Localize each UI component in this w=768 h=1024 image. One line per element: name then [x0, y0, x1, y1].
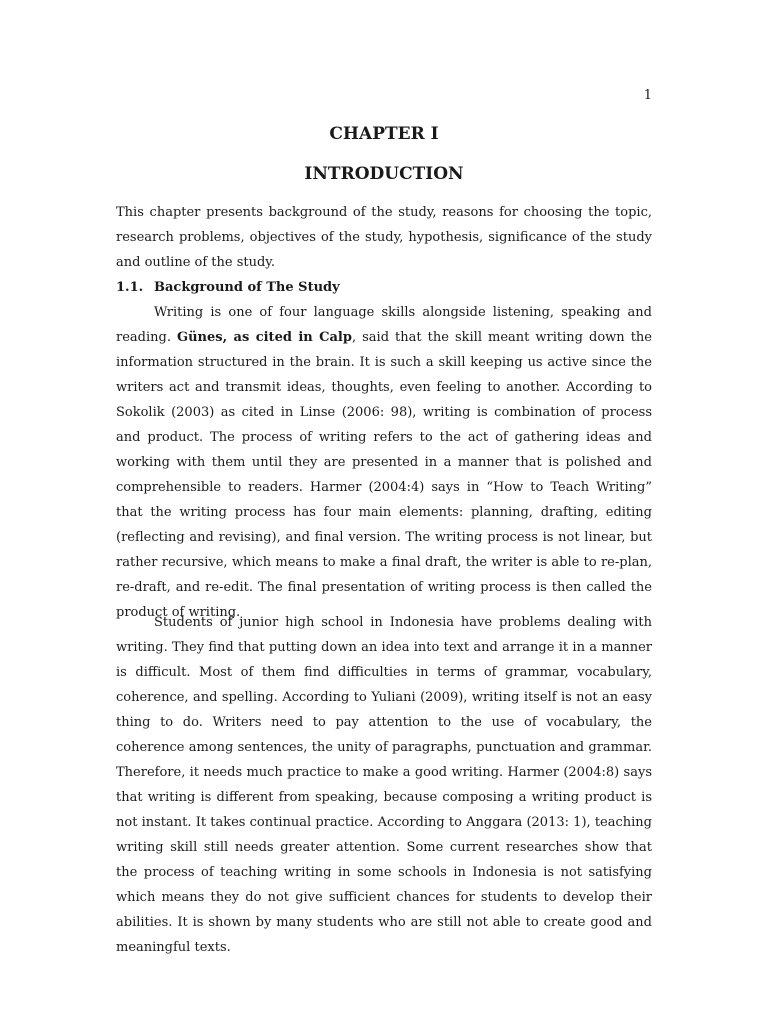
background-paragraph-1 [116, 300, 652, 625]
page-number: 1 [643, 88, 652, 103]
chapter-title: INTRODUCTION [304, 164, 464, 184]
section-number: 1.1. [116, 280, 144, 295]
intro-paragraph: This chapter presents background of the study, reasons for choosing the topic, research problems, objectives of the study, hypothesis, significance of the study and outline of the study. [116, 205, 652, 270]
paragraph-1-citation: Günes, as cited in Calp [177, 330, 352, 345]
section-heading [116, 275, 652, 300]
paragraph-1-lead: Writing is one of four language skills alongside listening, speaking and reading. [116, 305, 652, 345]
background-paragraph-2: Students of junior high school in Indonesia have problems dealing with writing. They find that putting down an idea into text and arrange it in a manner is difficult. Most of them find difficulties in terms of grammar, vocabulary, coherence, and spelling. According to Yuliani (2009), writing itself is not an easy thing to do. Writers need to pay attention to the use of vocabulary, the coherence among sentences, the unity of paragraphs, punctuation and grammar. Therefore, it needs much practice to make a good writing. Harmer (2004:8) says that writing is different from speaking, because composing a writing product is not instant. It takes continual practice. According to Anggara (2013: 1), teaching writing skill still needs greater attention. Some current researches show that the process of teaching writing in some schools in Indonesia is not satisfying which means they do not give sufficient chances for students to develop their abilities. It is shown by many students who are still not able to create good and meaningful texts. [116, 615, 652, 955]
section-title: Background of The Study [154, 280, 340, 295]
paragraph-1-rest: , said that the skill meant writing down the information structured in the brain. It is such a skill keeping us active since the writers act and transmit ideas, thoughts, even feeling to another. According to Sokolik (2003) as cited in Linse (2006: 98), writing is combination of process and product. The process of writing refers to the act of gathering ideas and working with them until they are presented in a manner that is polished and comprehensible to readers. Harmer (2004:4) says in “How to Teach Writing” that the writing process has four main elements: planning, drafting, editing (reflecting and revising), and final version. The writing process is not linear, but rather recursive, which means to make a final draft, the writer is able to re-plan, re-draft, and re-edit. The final presentation of writing process is then called the product of writing. [116, 330, 652, 620]
chapter-label: CHAPTER I [329, 124, 439, 144]
